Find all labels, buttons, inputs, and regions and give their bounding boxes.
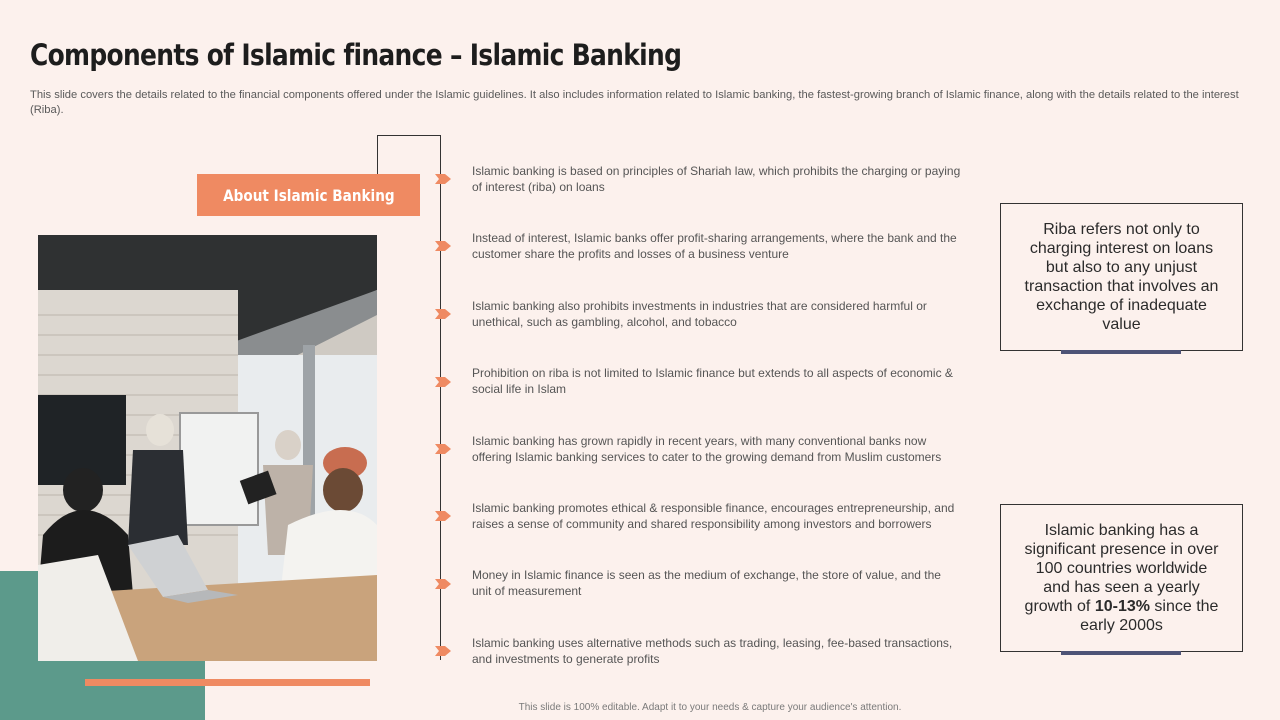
timeline-connector: [377, 135, 441, 174]
growth-info-underline: [1061, 651, 1181, 655]
about-islamic-banking-label: About Islamic Banking: [197, 174, 420, 216]
timeline-item-5: Islamic banking has grown rapidly in recent years, with many conventional banks now offering Islamic banking services to cater to the growing demand from Muslim customers: [472, 434, 942, 464]
footer-note: This slide is 100% editable. Adapt it to your needs & capture your audience's attention.: [518, 702, 902, 713]
timeline-marker-icon: [435, 377, 451, 387]
timeline-marker-icon: [435, 579, 451, 589]
timeline-item-2: Instead of interest, Islamic banks offer profit-sharing arrangements, where the bank and the customer share the profits and losses of a business venture: [472, 231, 957, 261]
growth-highlight: 10-13%: [1094, 598, 1150, 615]
growth-info-box: [1000, 504, 1243, 652]
timeline-item-1: Islamic banking is based on principles of Shariah law, which prohibits the charging or paying of interest (riba) on loans: [472, 164, 961, 194]
riba-info-text: Riba refers not only to charging interest on loans but also to any unjust transaction that involves an exchange of inadequate value: [1024, 221, 1219, 333]
timeline-item-3: Islamic banking also prohibits investments in industries that are considered harmful or unethical, such as gambling, alcohol, and tobacco: [472, 299, 927, 329]
timeline-item-8: Islamic banking uses alternative methods such as trading, leasing, fee-based transactions, and investments to generate profits: [472, 636, 953, 666]
timeline-marker-icon: [435, 511, 451, 521]
timeline-item-6: Islamic banking promotes ethical & responsible finance, encourages entrepreneurship, and raises a sense of community and shared responsibility among investors and borrowers: [472, 501, 955, 531]
riba-info-underline: [1061, 350, 1181, 354]
timeline-marker-icon: [435, 174, 451, 184]
page-subtitle: This slide covers the details related to the financial components offered under the Islamic guidelines. It also includes information related to Islamic banking, the fastest-growing branch of Islamic finance, along with the details related to the interest (Riba).: [30, 89, 1239, 116]
timeline-marker-icon: [435, 444, 451, 454]
timeline-marker-icon: [435, 309, 451, 319]
meeting-photo: [38, 235, 377, 661]
decorative-orange-bar: [85, 679, 370, 686]
timeline-item-4: Prohibition on riba is not limited to Islamic finance but extends to all aspects of economic & social life in Islam: [472, 366, 953, 396]
timeline-marker-icon: [435, 646, 451, 656]
growth-info-text: Islamic banking has a significant presence in over 100 countries worldwide and has seen a yearly growth of 10-13% since the early 2000s: [1024, 522, 1219, 634]
timeline-marker-icon: [435, 241, 451, 251]
timeline-item-7: Money in Islamic finance is seen as the medium of exchange, the store of value, and the unit of measurement: [472, 568, 941, 598]
riba-info-box: [1000, 203, 1243, 351]
page-title: Components of Islamic finance – Islamic Banking: [30, 38, 682, 72]
